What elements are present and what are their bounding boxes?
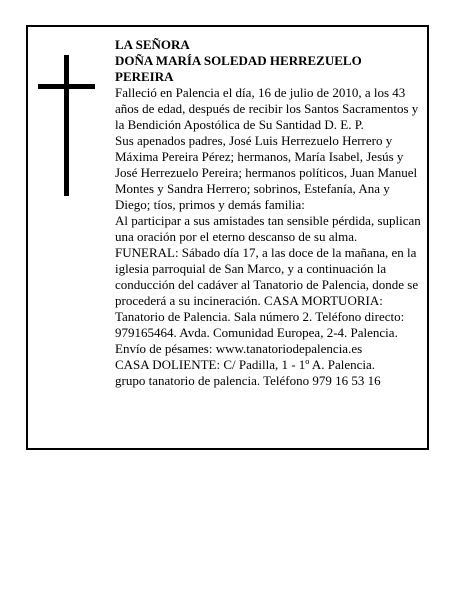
mourning-house: CASA DOLIENTE: C/ Padilla, 1 - 1º A. Palencia. <box>115 357 376 372</box>
funeral-home-contact: grupo tanatorio de palencia. Teléfono 979 16 53 16 <box>115 373 381 388</box>
family-list: Sus apenados padres, José Luis Herrezuelo Herrero y Máxima Pereira Pérez; hermanos, María Isabel, Jesús y José Herrezuelo Pereira; hermanos políticos, Juan Manuel Montes y Sandra Herrero; sobrinos, Estefanía, Ana y Diego; tíos, primos y demás familia: <box>115 133 418 212</box>
death-announcement: Falleció en Palencia el día, 16 de julio de 2010, a los 43 años de edad, después de recibir los Santos Sacramentos y la Bendición Apostólica de Su Santidad D. E. P. <box>115 85 419 132</box>
deceased-name: DOÑA MARÍA SOLEDAD HERREZUELO PEREIRA <box>115 53 362 84</box>
funeral-details: FUNERAL: Sábado día 17, a las doce de la mañana, en la iglesia parroquial de San Marco, y a continuación la conducción del cadáver al Tanatorio de Palencia, donde se procederá a su incineración. CASA MORTUORIA: Tanatorio de Palencia. Sala número 2. Teléfono directo: 979165464. Avda. Comunidad Europea, 2-4. Palencia. <box>115 245 419 340</box>
cross-icon-bar <box>38 84 95 89</box>
deceased-title: LA SEÑORA <box>115 37 190 52</box>
cross-icon <box>64 55 69 196</box>
prayer-request: Al participar a sus amistades tan sensible pérdida, suplican una oración por el eterno descanso de su alma. <box>115 213 421 244</box>
condolences-website: Envío de pésames: www.tanatoriodepalencia.es <box>115 341 363 356</box>
obituary-text <box>115 37 423 389</box>
